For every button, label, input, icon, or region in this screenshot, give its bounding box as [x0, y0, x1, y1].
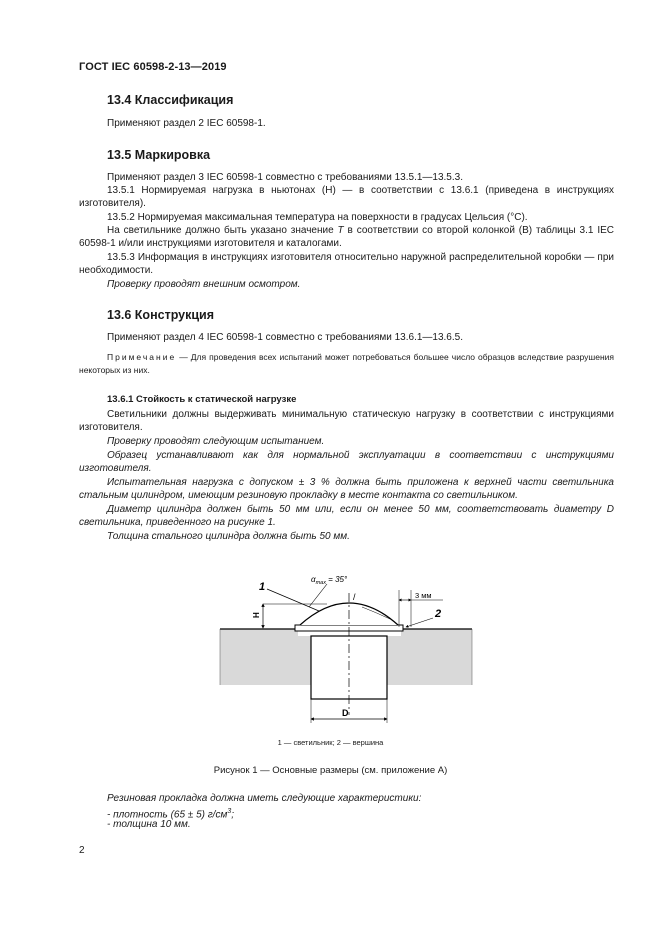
note-label: Примечание: [107, 352, 177, 362]
paragraph: 13.5.3 Информация в инструкциях изготовителя относительно наружной распределительной коробки — при необходимости.: [79, 252, 614, 277]
dimension-h-label: H: [252, 612, 261, 618]
paragraph: 13.5.1 Нормируемая нагрузка в ньютонах (Н) — в соответствии с 13.6.1 (приведена в инструкциях изготовителя).: [79, 185, 614, 210]
callout-label-2: 2: [435, 608, 442, 620]
section-heading-13-6: 13.6 Конструкция: [107, 308, 215, 322]
superscript: 3: [227, 808, 232, 815]
variable-t: Т: [337, 225, 344, 236]
note-text: — Для проведения всех испытаний может потребоваться большее число образцов вследствие разрушения некоторых из них.: [79, 352, 614, 375]
text-run: - плотность (65 ± 5) г/см: [107, 809, 228, 821]
callout-label-1: 1: [259, 581, 266, 593]
subsection-heading-13-6-1: 13.6.1 Стойкость к статической нагрузке: [107, 394, 297, 405]
paragraph: Светильники должны выдерживать минимальную статическую нагрузку в соответствии с инструкциями изготовителя.: [79, 409, 614, 434]
note: [79, 351, 614, 376]
section-heading-13-4: 13.4 Классификация: [107, 93, 234, 107]
figure-legend: 1 — светильник; 2 — вершина: [277, 738, 384, 747]
paragraph: Проверку проводят внешним осмотром.: [107, 279, 301, 290]
dimension-d-label: D: [342, 708, 349, 718]
paragraph: Применяют раздел 3 IEC 60598-1 совместно с требованиями 13.5.1—13.5.3.: [107, 172, 463, 183]
luminaire-dimensions-figure: [215, 567, 477, 732]
paragraph: Толщина стального цилиндра должна быть 50 мм.: [107, 531, 350, 542]
text-run: в соответствии со второй колонкой (В) таблицы 3.1 IEC 60598-1 и/или инструкциями изготовителя и каталогами.: [79, 225, 614, 250]
apex-mark: /: [353, 592, 356, 602]
paragraph: [79, 224, 614, 251]
text-run: ;: [231, 809, 234, 821]
paragraph: Применяют раздел 2 IEC 60598-1.: [107, 118, 266, 129]
angle-label: $\alpha_{max} = 35^\circ$: [311, 575, 348, 586]
paragraph: Диаметр цилиндра должен быть 50 мм или, если он менее 50 мм, соответствовать диаметру D светильника, приведенного на рисунке 1.: [79, 504, 614, 529]
text-run: На светильнике должно быть указано значение: [107, 225, 338, 236]
figure-caption: Рисунок 1 — Основные размеры (см. приложение А): [213, 765, 448, 776]
dimension-3mm-label: 3 мм: [415, 591, 432, 600]
paragraph: Образец устанавливают как для нормальной эксплуатации в соответствии с инструкциями изготовителя.: [79, 450, 614, 475]
section-heading-13-5: 13.5 Маркировка: [107, 148, 211, 162]
paragraph: Применяют раздел 4 IEC 60598-1 совместно с требованиями 13.6.1—13.6.5.: [107, 332, 463, 343]
paragraph: Испытательная нагрузка с допуском ± 3 % должна быть приложена к верхней части светильника стальным цилиндром, имеющим резиновую прокладку в месте контакта со светильником.: [79, 477, 614, 502]
paragraph: Проверку проводят следующим испытанием.: [107, 436, 325, 447]
paragraph: 13.5.2 Нормируемая максимальная температура на поверхности в градусах Цельсия (°С).: [107, 212, 528, 223]
paragraph: Резиновая прокладка должна иметь следующие характеристики:: [107, 793, 422, 804]
document-header: ГОСТ IEC 60598-2-13—2019: [79, 61, 227, 73]
page-number: 2: [79, 845, 85, 856]
list-item: - толщина 10 мм.: [107, 819, 191, 830]
